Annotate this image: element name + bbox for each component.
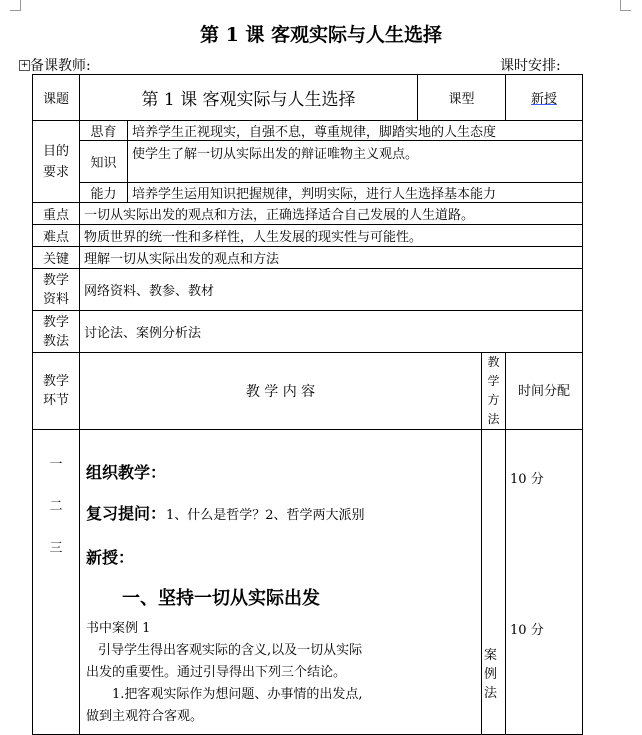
- goal-name-knowledge: 知识: [80, 141, 128, 183]
- goal-text-moral: 培养学生正视现实，自强不息，尊重规律，脚踏实地的人生态度: [128, 121, 583, 141]
- section-title: 一、坚持一切从实际出发: [122, 588, 320, 609]
- goal-name-ability: 能力: [80, 183, 128, 203]
- difficulty-text: 物质世界的统一性和多样性，人生发展的现实性与可能性。: [80, 225, 583, 247]
- materials-label: 教学资料: [33, 269, 80, 311]
- document-title: 第 1 课 客观实际与人生选择: [199, 24, 443, 46]
- key-point-text: 一切从实际出发的观点和方法，正确选择适合自己发展的人生道路。: [80, 203, 583, 225]
- process-method-header: 教学方法: [482, 353, 506, 430]
- point-1-line-2: 做到主观符合客观。: [86, 709, 204, 724]
- methods-label: 教学教法: [33, 311, 80, 353]
- hours-label: 课时安排:: [500, 58, 561, 74]
- crux-label: 关键: [33, 247, 80, 269]
- step-1: 一: [49, 457, 63, 472]
- goal-text-knowledge: 使学生了解一切从实际出发的辩证唯物主义观点。: [128, 141, 583, 183]
- process-steps: [33, 430, 80, 735]
- type-value: 新授: [506, 75, 583, 121]
- crux-text: 理解一切从实际出发的观点和方法: [80, 247, 583, 269]
- process-time: [506, 430, 583, 735]
- goal-text-ability: 培养学生运用知识把握规律，判明实际，进行人生选择基本能力: [128, 183, 583, 203]
- guide-line-1: 引导学生得出客观实际的含义,以及一切从实际: [98, 643, 363, 658]
- process-step-header: 教学环节: [33, 353, 80, 430]
- point-1-line-1: 1.把客观实际作为想问题、办事情的出发点,: [112, 687, 363, 702]
- guide-line-2: 出发的重要性。通过引导得出下列三个结论。: [86, 665, 347, 680]
- time-2: 10 分: [510, 623, 544, 638]
- goals-label: 目的要求: [33, 121, 80, 203]
- difficulty-label: 难点: [33, 225, 80, 247]
- process-method: [482, 430, 506, 735]
- process-time-header: 时间分配: [506, 353, 583, 430]
- organize-heading: 组织教学：: [86, 463, 167, 482]
- step-2: 二: [49, 499, 63, 514]
- methods-text: 讨论法、案例分析法: [80, 311, 583, 353]
- margin-corner-mark: [620, 0, 631, 11]
- case-method: 案例法: [484, 648, 498, 701]
- margin-corner-mark: [10, 0, 21, 11]
- lesson-plan-table: [32, 74, 583, 735]
- process-content-header: 教 学 内 容: [80, 353, 482, 430]
- table-move-handle-icon[interactable]: +: [20, 60, 29, 70]
- process-content: [80, 430, 482, 735]
- topic-value: 第 1 课 客观实际与人生选择: [80, 75, 418, 121]
- step-3: 三: [49, 541, 63, 556]
- key-point-label: 重点: [33, 203, 80, 225]
- time-1: 10 分: [510, 472, 544, 487]
- review-line: 复习提问：1、什么是哲学？2、哲学两大派别: [86, 504, 365, 523]
- materials-text: 网络资料、教参、教材: [80, 269, 583, 311]
- new-lesson-heading: 新授：: [86, 548, 135, 567]
- teacher-label: 备课教师:: [30, 58, 91, 74]
- topic-label: 课题: [33, 75, 80, 121]
- type-label: 课型: [418, 75, 506, 121]
- case-label: 书中案例 1: [86, 621, 151, 636]
- goal-name-moral: 思育: [80, 121, 128, 141]
